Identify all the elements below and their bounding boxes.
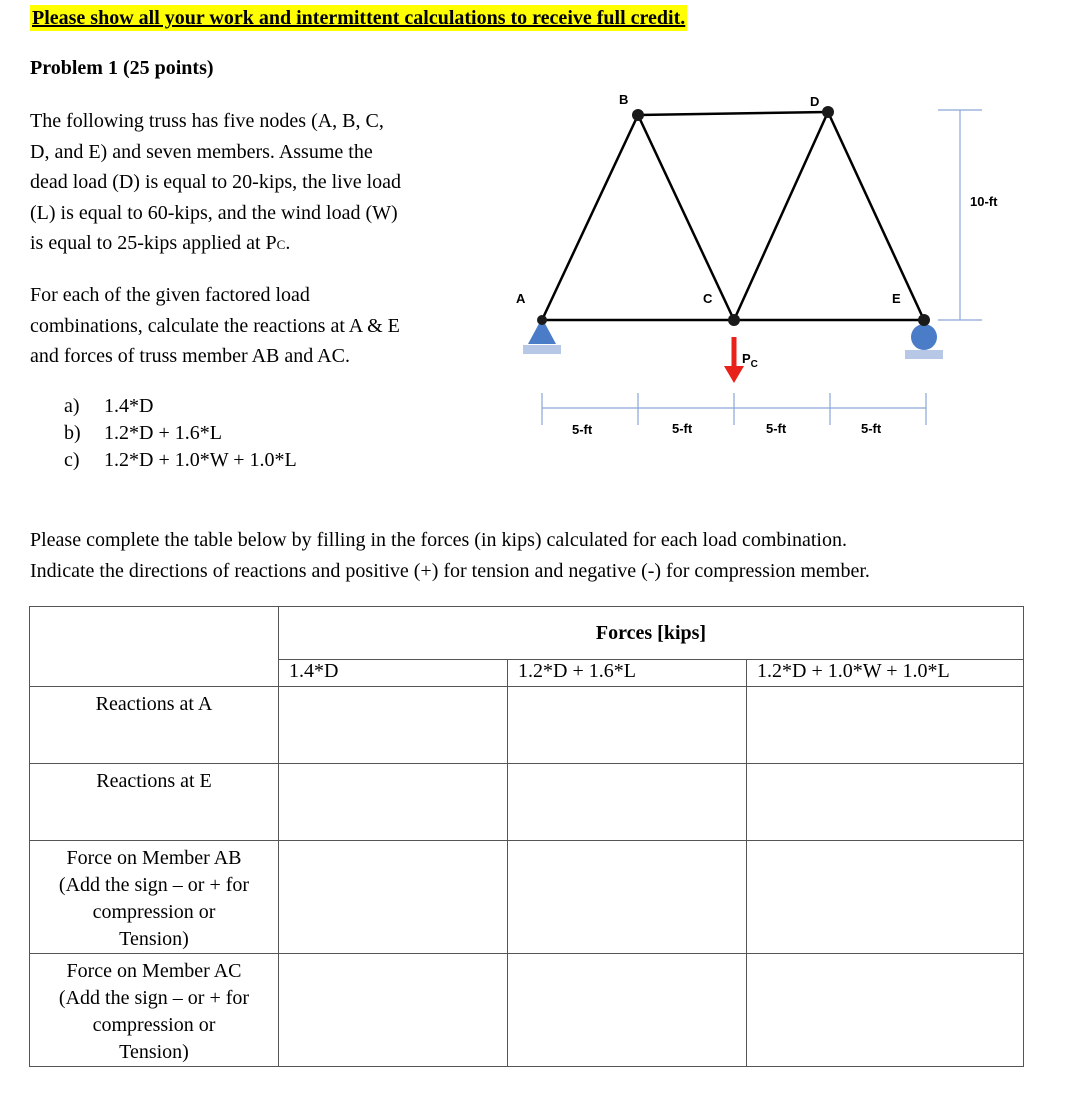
instruction-line: Indicate the directions of reactions and positive (+) for tension and negative (-) for compression member. — [30, 560, 870, 582]
span-label: 5-ft — [766, 421, 787, 436]
answer-cell[interactable] — [279, 954, 508, 1067]
load-label: $P_C$ — [742, 351, 758, 370]
ground-hatch-e — [905, 350, 943, 359]
answer-cell[interactable] — [508, 841, 747, 954]
table-row — [30, 687, 1024, 764]
answer-cell[interactable] — [747, 764, 1024, 841]
load-combination-list — [64, 393, 297, 474]
column-header: 1.2*D + 1.6*L — [508, 660, 747, 687]
instruction-banner: Please show all your work and intermittent calculations to receive full credit. — [32, 7, 686, 29]
load-combination-item: a) 1.4*D — [64, 395, 154, 417]
task-description — [30, 280, 470, 372]
load-combination-item: c) 1.2*D + 1.0*W + 1.0*L — [64, 449, 297, 471]
node-b — [632, 109, 644, 121]
node-c — [728, 314, 740, 326]
answer-cell[interactable] — [747, 954, 1024, 1067]
forces-header: Forces [kips] — [279, 607, 1024, 660]
row-label-member-ac: Force on Member AC (Add the sign – or + for compression or Tension) — [30, 954, 279, 1067]
table-header-row — [30, 607, 1024, 660]
node-label-c: C — [703, 291, 713, 306]
instruction-line: Please complete the table below by filling in the forces (in kips) calculated for each load combination. — [30, 529, 847, 551]
task-line: combinations, calculate the reactions at A & E — [30, 314, 400, 337]
row-label-reactions-a: Reactions at A — [30, 687, 279, 764]
description-line: dead load (D) is equal to 20-kips, the live load — [30, 171, 402, 193]
task-line: and forces of truss member AB and AC. — [30, 345, 350, 367]
description-line: The following truss has five nodes (A, B, C, — [30, 110, 384, 132]
answer-cell[interactable] — [508, 687, 747, 764]
table-instructions — [30, 525, 1060, 587]
table-row — [30, 841, 1024, 954]
forces-table — [29, 606, 1024, 1067]
description-line: D, and E) and seven members. Assume the — [30, 140, 373, 163]
span-label: 5-ft — [572, 422, 593, 437]
node-label-a: A — [516, 291, 526, 306]
node-a — [537, 315, 547, 325]
answer-cell[interactable] — [747, 841, 1024, 954]
column-header: 1.4*D — [279, 660, 508, 687]
member-de — [828, 112, 924, 320]
height-label: 10-ft — [970, 194, 998, 209]
span-label: 5-ft — [672, 421, 693, 436]
answer-cell[interactable] — [508, 764, 747, 841]
node-label-e: E — [892, 291, 901, 306]
node-e — [918, 314, 930, 326]
task-line: For each of the given factored load — [30, 284, 310, 306]
member-ab — [542, 115, 638, 320]
member-bc — [638, 115, 734, 320]
height-dimension — [938, 110, 982, 320]
member-cd — [734, 112, 828, 320]
problem-title: Problem 1 (25 points) — [30, 57, 214, 79]
row-label-member-ab: Force on Member AB (Add the sign – or + for compression or Tension) — [30, 841, 279, 954]
span-label: 5-ft — [861, 421, 882, 436]
description-line: (L) is equal to 60-kips, and the wind load (W) — [30, 201, 398, 224]
description-line: is equal to 25-kips applied at PC. — [30, 232, 291, 254]
answer-cell[interactable] — [279, 764, 508, 841]
answer-cell[interactable] — [508, 954, 747, 1067]
table-row — [30, 954, 1024, 1067]
answer-cell[interactable] — [279, 841, 508, 954]
load-arrow-icon — [724, 366, 744, 383]
column-header: 1.2*D + 1.0*W + 1.0*L — [747, 660, 1024, 687]
truss-members — [542, 112, 924, 320]
node-label-d: D — [810, 94, 820, 109]
answer-cell[interactable] — [747, 687, 1024, 764]
row-label-reactions-e: Reactions at E — [30, 764, 279, 841]
table-row — [30, 764, 1024, 841]
problem-description — [30, 106, 470, 261]
ground-hatch-a — [523, 345, 561, 354]
node-d — [822, 106, 834, 118]
member-bd — [638, 112, 828, 115]
node-label-b: B — [619, 92, 629, 107]
truss-diagram — [500, 80, 1000, 450]
answer-cell[interactable] — [279, 687, 508, 764]
load-combination-item: b) 1.2*D + 1.6*L — [64, 422, 222, 444]
roller-support-e — [911, 324, 937, 350]
table-corner-cell — [30, 607, 279, 687]
